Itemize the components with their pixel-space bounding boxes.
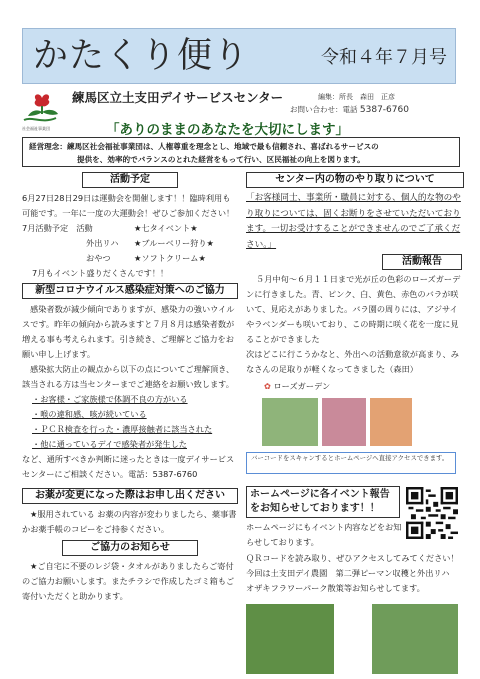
homepage-text-2: ＱＲコードを読み取り、ぜひアクセスしてみてください！今回は土支田デイ農園 第二弾ピーマン収穫と外出リハ オザキフラワーパーク散策等お知らせしてます。 (246, 553, 459, 593)
qr-callout: バーコードをスキャンするとホームページへ直接アクセスできます。 (246, 452, 456, 474)
photo-flower-park (372, 604, 458, 674)
title-banner (22, 28, 456, 84)
contact-info (290, 104, 409, 115)
events-row-label: おやつ (86, 253, 111, 263)
medicine-text: ★服用されている お薬の内容が変わりましたら、薬事書かお薬手帳のコピーをご持参ください。 (22, 509, 237, 534)
events-text: 6月27日28日29日は運動会を開催します！！臨時利用も可能です。一年に一度の大運動会！ぜひご参加ください！ (22, 193, 235, 218)
right-column (246, 172, 464, 394)
photo-orange-rose (370, 398, 412, 446)
covid-text-1: 感染者数が減少傾向でありますが、感染力の強いウイルスです。昨年の傾向から読みますと７月８月は感染者数が増える事も考えられます。引き続き、ご理解とご協力をお願い申し上げます。 (22, 304, 235, 359)
report-text-1: ５月中旬～６月１１日まで光が丘の色彩のローズガーデンに行きました。青、ピンク、白、黄色、赤色のバラが咲いて、見応えがありました。バラ園の周りには、アジサイやラベンダーも咲いており、この時期に咲く花を一度に見ることができました (246, 274, 461, 344)
rose-garden-caption: ✿ ローズガーデン (264, 381, 331, 391)
management-principle-box (22, 137, 460, 167)
events-row-label: 7月活動予定 活動 (22, 223, 93, 233)
events-row-3 (22, 251, 238, 266)
exchange-text: 「お客様同士、事業所・職員に対する、個人的な物のやり取りについては、固くお断りをさせていただいております。一切お受けすることができませんのでご了承ください。」 (246, 193, 461, 250)
covid-bullet: ・ＰＣＲ検査を行った・濃厚接触者に該当された (32, 424, 213, 434)
events-row-value: ★七タイベント★ (134, 223, 198, 233)
events-row-value: ★ブルーベリー狩り★ (134, 238, 214, 248)
flower-icon: ✿ (264, 381, 271, 391)
homepage-heading: ホームページに各イベント報告 をお知らせしております！！ (246, 486, 400, 518)
organization-logo-icon (22, 90, 66, 128)
photo-rose-garden-group (262, 398, 318, 446)
cooperation-text: ★ご自宅に不要のレジ袋・タオルがありましたらご寄付のご協力お願いします。またチラシで作成したゴミ箱もご寄付いただくと助かります。 (22, 561, 235, 601)
events-row-value: ★ソフトクリーム★ (134, 253, 206, 263)
events-heading: 活動予定 (82, 172, 178, 188)
issue-date: 令和４年７月号 (321, 47, 447, 68)
organization-name: 練馬区立土支田デイサービスセンター (72, 90, 284, 105)
principle-line-2: 提供を、効率的でバランスのとれた経営をもって行い、区民福祉の向上を図ります。 (77, 155, 365, 164)
events-closing: 7月もイベント盛りだくさんです！！ (32, 268, 169, 278)
cooperation-heading: ご協力のお知らせ (62, 540, 198, 556)
contact-phone: 5387-6760 (359, 105, 409, 115)
left-column (22, 172, 238, 604)
covid-text-2: 感染拡大防止の観点から以下の点についてご理解頂き、該当される方は当センターまでご連絡をお願い致します。 (22, 364, 235, 389)
photo-green-peppers (246, 604, 334, 674)
events-row-2 (22, 236, 238, 251)
contact-label: お問い合わせ：電話 (290, 105, 358, 114)
events-row-label: 外出リハ (86, 238, 119, 248)
covid-bullet: ・お客様・ご家族様で体調不良の方がいる (32, 394, 188, 404)
photo-pink-rose (322, 398, 366, 446)
logo-caption: 社会福祉事業団 (22, 126, 50, 131)
covid-text-3: など、通所すべきか判断に迷ったときは一度デイサービスセンターにご相談ください。電話：5387-6760 (22, 454, 235, 479)
homepage-text-1: ホームページにもイベント内容などをお知らせしております。 (246, 522, 402, 547)
report-text-2: 次はどこに行こうかなと、外出への活動意欲が高まり、みなさんの足取りが軽くなってきました（森田） (246, 349, 459, 374)
covid-bullet: ・喉の違和感、咳が続いている (32, 409, 147, 419)
exchange-heading: センター内の物のやり取りについて (246, 172, 464, 188)
events-row-1 (22, 221, 238, 236)
medicine-heading: お薬が変更になった際はお申し出ください (22, 488, 238, 504)
covid-bullet: ・他に通っているデイで感染者が発生した (32, 439, 187, 449)
qr-code-icon[interactable] (406, 487, 458, 539)
covid-heading: 新型コロナウイルス感染症対策へのご協力 (22, 283, 238, 299)
editor-credit: 編集：所長 森田 正彦 (318, 93, 395, 101)
report-heading: 活動報告 (382, 254, 462, 270)
principle-line-1: 経営理念：練馬区社会福祉事業団は、人権尊重を理念とし、地域で最も信頼され、喜ばれるサービスの (29, 142, 379, 151)
newsletter-title: かたくり便り (33, 36, 250, 76)
motto: 「ありのままのあなたを大切にします」 (106, 122, 349, 138)
